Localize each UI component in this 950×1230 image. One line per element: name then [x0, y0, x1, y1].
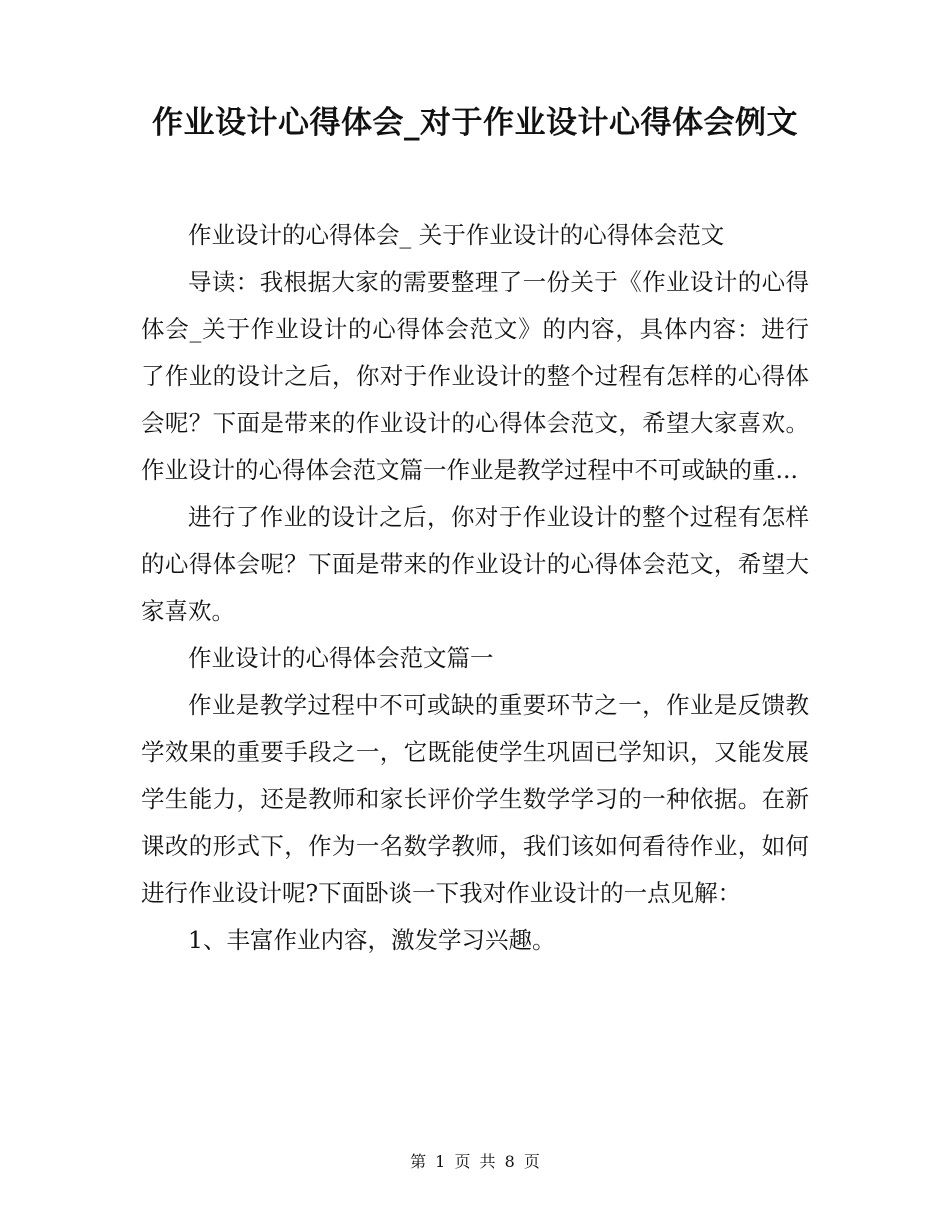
document-body [141, 212, 809, 964]
paragraph-lead: 进行了作业的设计之后，你对于作业设计的整个过程有怎样的心得体会呢？下面是带来的作业设计的心得体会范文，希望大家喜欢。 [141, 503, 809, 625]
paragraph-point-1: 1、丰富作业内容，激发学习兴趣。 [188, 926, 556, 954]
paragraph-main: 作业是教学过程中不可或缺的重要环节之一，作业是反馈教学效果的重要手段之一，它既能使学生巩固已学知识，又能发展学生能力，还是教师和家长评价学生数学学习的一种依据。在新课改的形式下，作为一名数学教师，我们该如何看待作业，如何进行作业设计呢?下面卧谈一下我对作业设计的一点见解： [141, 691, 809, 907]
page-footer: 第 1 页 共 8 页 [410, 1152, 540, 1171]
paragraph-intro: 导读：我根据大家的需要整理了一份关于《作业设计的心得体会_关于作业设计的心得体会范文》的内容，具体内容：进行了作业的设计之后，你对于作业设计的整个过程有怎样的心得体会呢？下面是带来的作业设计的心得体会范文，希望大家喜欢。作业设计的心得体会范文篇一作业是教学过程中不可或缺的重... [141, 268, 809, 484]
paragraph-section-heading: 作业设计的心得体会范文篇一 [188, 644, 494, 672]
paragraph-subtitle: 作业设计的心得体会_ 关于作业设计的心得体会范文 [188, 221, 725, 249]
document-title: 作业设计心得体会_对于作业设计心得体会例文 [152, 105, 798, 141]
